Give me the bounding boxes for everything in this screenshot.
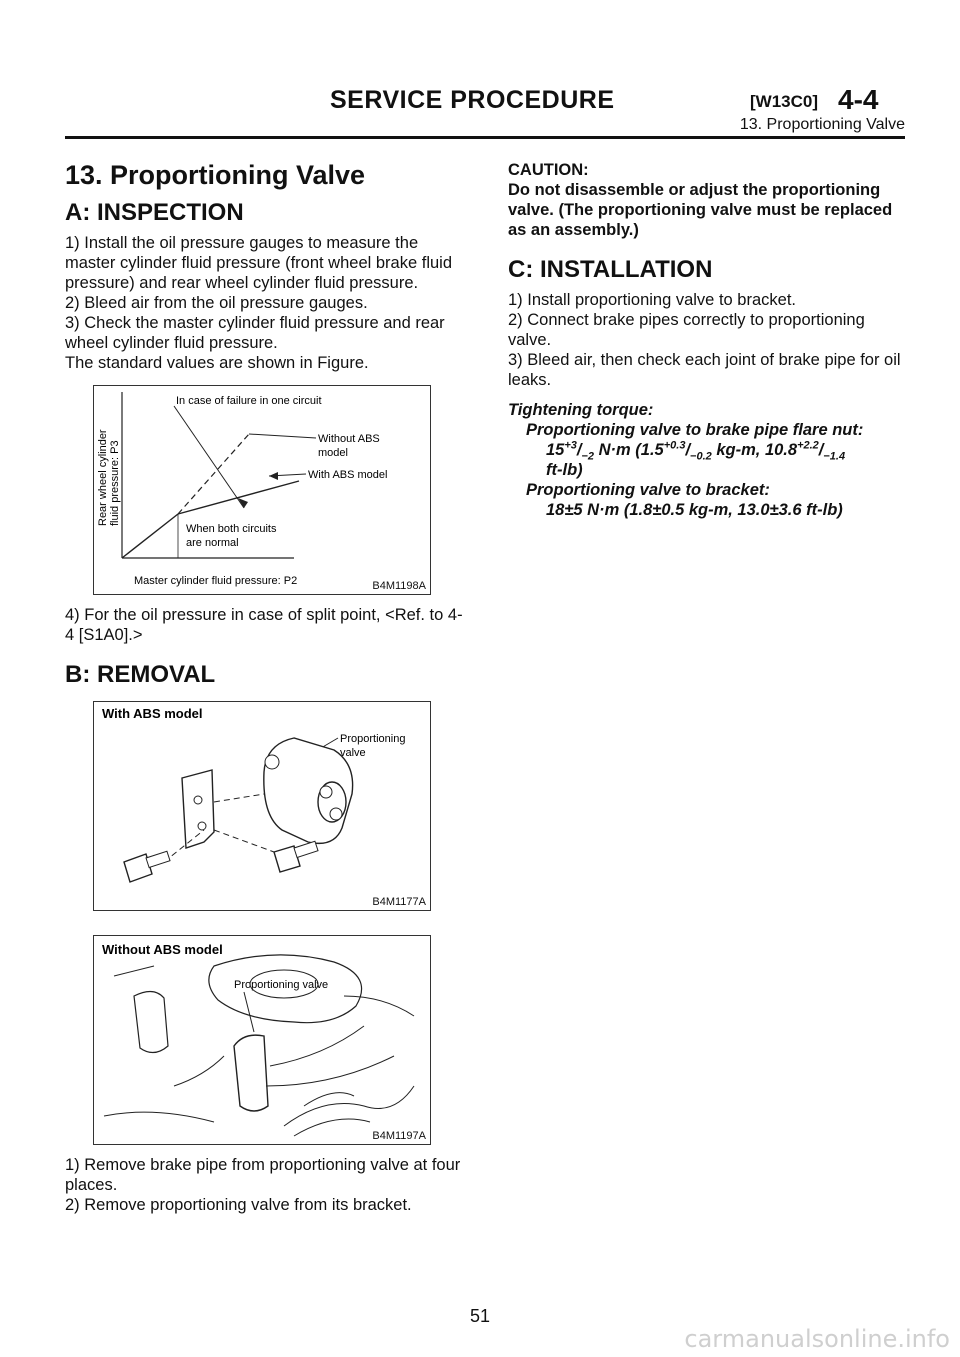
right-column [508, 160, 908, 520]
torque-spec [508, 400, 908, 520]
torque-1-c-sub: −1.4 [823, 450, 846, 463]
without-abs-label: Proportioning valve [234, 979, 329, 991]
torque-1-c: kg-m, 10.8 [711, 441, 798, 459]
pressure-graph [94, 386, 430, 594]
removal-heading: B: REMOVAL [65, 661, 216, 688]
removal-step-2: 2) Remove proportioning valve from its bracket. [65, 1196, 412, 1214]
caution-block [508, 160, 908, 240]
caution-title: CAUTION: [508, 161, 589, 179]
without-abs-illustration [94, 936, 430, 1144]
watermark: carmanualsonline.info [684, 1325, 950, 1353]
figure-code: B4M1198A [372, 580, 426, 592]
inspection-heading: A: INSPECTION [65, 199, 244, 226]
inspection-step-1: 1) Install the oil pressure gauges to measure the master cylinder fluid pressure (front wheel brake fluid pressure) and rear wheel cylinder fluid pressure. [65, 234, 453, 292]
page-title: 13. Proportioning Valve [65, 160, 366, 190]
installation-step-3: 3) Bleed air, then check each joint of brake pipe for oil leaks. [508, 351, 901, 389]
removal-step-1: 1) Remove brake pipe from proportioning valve at four places. [65, 1156, 461, 1194]
torque-1-a-sup: +3 [564, 439, 577, 452]
with-abs-figure [93, 701, 431, 911]
inspection-note: The standard values are shown in Figure. [65, 354, 369, 372]
torque-1-a-sub: −2 [581, 450, 595, 463]
header-code: [W13C0] [750, 92, 819, 111]
with-abs-illustration [94, 702, 430, 910]
torque-1-c-sup: +2.2 [797, 439, 819, 452]
with-abs-title: With ABS model [102, 706, 203, 721]
graph-ylabel-1: Rear wheel cylinder [97, 429, 109, 526]
without-abs-figure [93, 935, 431, 1145]
inspection-step-3: 3) Check the master cylinder fluid pressure and rear wheel cylinder fluid pressure. [65, 314, 445, 352]
installation-heading: C: INSTALLATION [508, 256, 713, 283]
torque-1-a: 15 [546, 441, 565, 459]
with-abs-label-2: valve [340, 747, 366, 759]
graph-label-failure: In case of failure in one circuit [176, 395, 322, 407]
graph-label-normal: When both circuits [186, 523, 277, 535]
graph-xlabel: Master cylinder fluid pressure: P2 [134, 575, 298, 587]
header-rule [65, 136, 905, 139]
without-abs-figure-code: B4M1197A [372, 1130, 426, 1142]
header-section: 4-4 [838, 84, 879, 115]
with-abs-figure-code: B4M1177A [372, 896, 426, 908]
graph-label-normal-2: are normal [186, 537, 239, 549]
torque-1-label: Proportioning valve to brake pipe flare nut: [526, 421, 864, 439]
torque-title: Tightening torque: [508, 401, 654, 419]
header-title: SERVICE PROCEDURE [330, 86, 615, 114]
with-abs-label-1: Proportioning [340, 733, 406, 745]
torque-1-value: $15^{+3}/_{-2}$ N·m ($1.5^{+0.3}/_{-0.2}$ kg-m, $10.8^{+2.2}/_{-1.4}$ [546, 439, 846, 463]
inspection-step-2: 2) Bleed air from the oil pressure gauges. [65, 294, 368, 312]
graph-label-without-2: model [318, 447, 348, 459]
graph-label-without: Without ABS [318, 433, 380, 445]
inspection-step-4: 4) For the oil pressure in case of split point, <Ref. to 4-4 [S1A0].> [65, 606, 463, 644]
pressure-graph-figure [93, 385, 431, 595]
installation-step-1: 1) Install proportioning valve to bracket. [508, 291, 796, 309]
without-abs-title: Without ABS model [102, 942, 223, 957]
torque-1-b-sub: −0.2 [690, 450, 712, 463]
torque-1-unit: ft-lb) [546, 461, 583, 479]
torque-1-b-sup: +0.3 [663, 439, 686, 452]
header-subtitle: 13. Proportioning Valve [739, 116, 905, 133]
page-number: 51 [469, 1306, 491, 1326]
torque-1-b: N·m (1.5 [594, 441, 664, 459]
graph-ylabel-2: fluid pressure: P3 [109, 440, 121, 526]
left-column [65, 160, 465, 1215]
caution-text: Do not disassemble or adjust the proportioning valve. (The proportioning valve must be replaced as an assembly.) [508, 181, 893, 239]
torque-2-value: 18±5 N·m (1.8±0.5 kg-m, 13.0±3.6 ft-lb) [546, 501, 843, 519]
installation-step-2: 2) Connect brake pipes correctly to proportioning valve. [508, 311, 865, 349]
graph-label-with: With ABS model [308, 469, 388, 481]
torque-2-label: Proportioning valve to bracket: [526, 481, 770, 499]
